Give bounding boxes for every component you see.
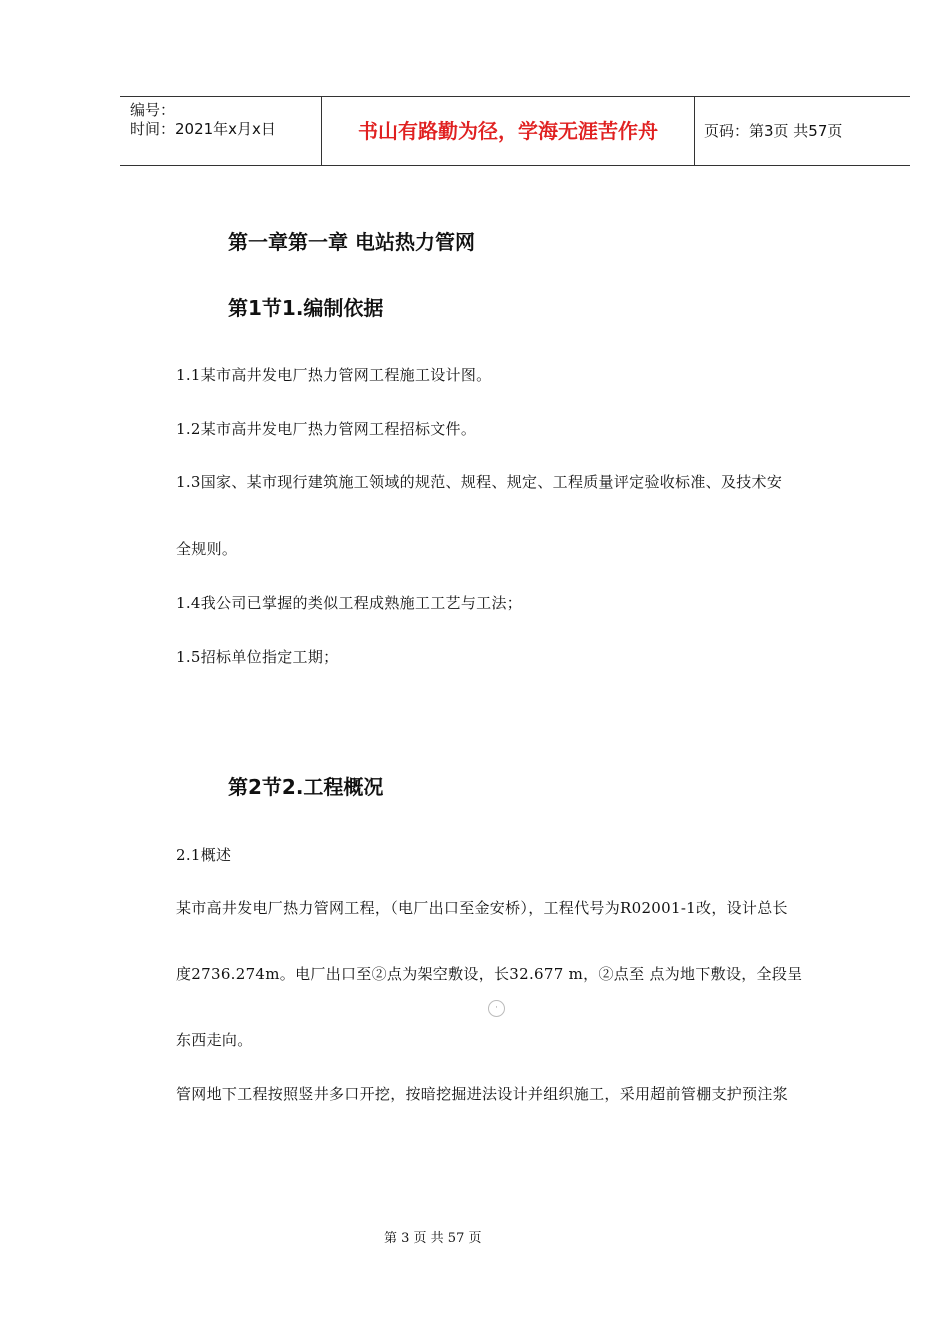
paragraph-line: 度2736.274m。电厂出口至②点为架空敷设，长32.677 m，②点至 点为地下敷设，全段呈	[176, 965, 803, 983]
chapter-title: 第一章第一章 电站热力管网	[228, 230, 475, 254]
section-1-item: 1.5招标单位指定工期；	[176, 648, 339, 666]
paragraph-line: 东西走向。	[176, 1031, 253, 1049]
section-1-item: 1.3国家、某市现行建筑施工领域的规范、规程、规定、工程质量评定验收标准、及技术安	[176, 473, 783, 491]
page-footer: 第 3 页 共 57 页	[384, 1231, 482, 1246]
section-1-item-continuation: 全规则。	[176, 540, 238, 558]
section-1-item: 1.2某市高井发电厂热力管网工程招标文件。	[176, 420, 477, 438]
section-2-subtitle: 2.1概述	[176, 846, 232, 864]
header-motto-cell	[321, 97, 695, 165]
section-2-title: 第2节2.工程概况	[228, 775, 384, 799]
section-1-item: 1.4我公司已掌握的类似工程成熟施工工艺与工法；	[176, 594, 523, 612]
section-1-title: 第1节1.编制依据	[228, 296, 384, 320]
motto-text: 书山有路勤为径，学海无涯苦作舟	[358, 119, 658, 143]
header-page-info: 页码：第3页 共57页	[704, 122, 843, 140]
header-page-cell	[695, 97, 910, 165]
header-meta-cell	[120, 97, 321, 165]
anchor-mark-icon: ·	[488, 1000, 505, 1017]
doc-time-label: 时间：2021年x月x日	[130, 120, 276, 138]
paragraph-line: 某市高井发电厂热力管网工程，（电厂出口至金安桥），工程代号为R02001-1改，设计总长	[176, 899, 788, 917]
paragraph-line: 管网地下工程按照竖井多口开挖，按暗挖掘进法设计并组织施工，采用超前管棚支护预注浆	[176, 1085, 789, 1103]
page-header	[120, 96, 910, 166]
doc-number-label: 编号：	[130, 101, 176, 119]
section-1-item: 1.1某市高井发电厂热力管网工程施工设计图。	[176, 366, 492, 384]
